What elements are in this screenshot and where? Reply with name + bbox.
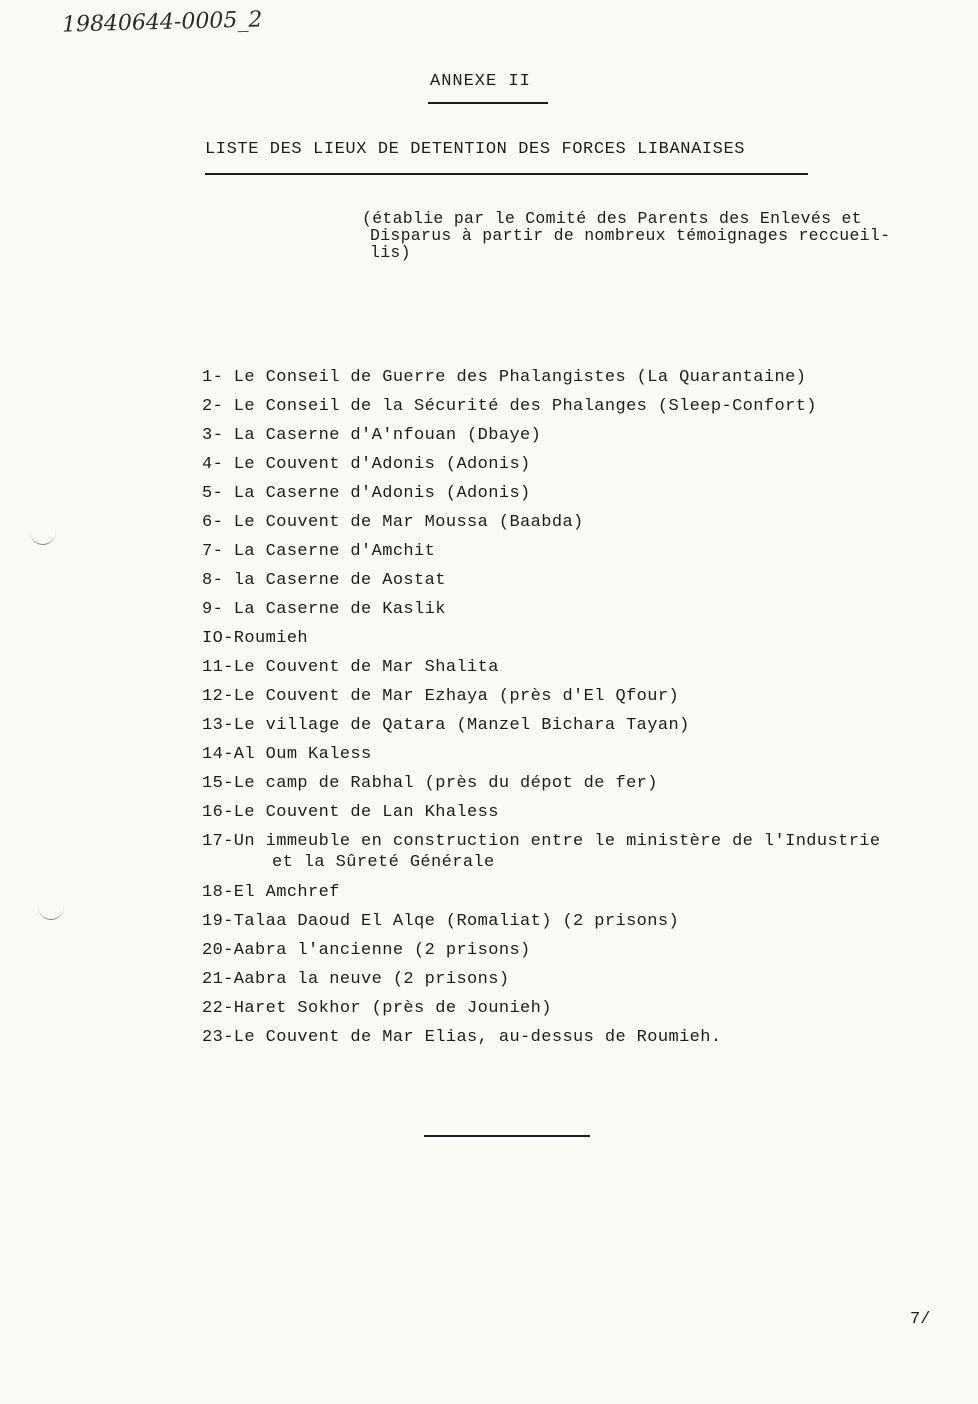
list-item: 15-Le camp de Rabhal (près du dépot de fer) — [202, 774, 658, 793]
list-item: 18-El Amchref — [202, 883, 340, 902]
subtitle-line: lis) — [370, 243, 411, 262]
list-item: IO-Roumieh — [202, 629, 309, 648]
list-item: 2- Le Conseil de la Sécurité des Phalanges (Sleep-Confort) — [202, 397, 817, 416]
list-item: 11-Le Couvent de Mar Shalita — [202, 658, 499, 677]
list-item: 6- Le Couvent de Mar Moussa (Baabda) — [202, 513, 584, 532]
list-item-line: 17-Un immeuble en construction entre le ministère de l'Industrie — [202, 832, 881, 851]
list-item: 12-Le Couvent de Mar Ezhaya (près d'El Qfour) — [202, 687, 680, 706]
list-item: 20-Aabra l'ancienne (2 prisons) — [202, 941, 531, 960]
punch-hole-mark — [38, 893, 64, 920]
list-item: 22-Haret Sokhor (près de Jounieh) — [202, 999, 552, 1018]
punch-hole-mark — [30, 518, 56, 545]
list-item: 19-Talaa Daoud El Alqe (Romaliat) (2 prisons) — [202, 912, 680, 931]
list-item: 21-Aabra la neuve (2 prisons) — [202, 970, 510, 989]
subtitle-line: (établie par le Comité des Parents des Enlevés et — [362, 209, 862, 228]
list-title: LISTE DES LIEUX DE DETENTION DES FORCES LIBANAISES — [205, 140, 746, 159]
list-item: 3- La Caserne d'A'nfouan (Dbaye) — [202, 426, 542, 445]
list-item: 16-Le Couvent de Lan Khaless — [202, 803, 499, 822]
subtitle-note — [362, 210, 952, 261]
list-item: 7- La Caserne d'Amchit — [202, 542, 436, 561]
list-item: 13-Le village de Qatara (Manzel Bichara Tayan) — [202, 716, 690, 735]
handwritten-reference: 19840644-0005_2 — [61, 7, 263, 38]
list-item: 23-Le Couvent de Mar Elias, au-dessus de Roumieh. — [202, 1028, 722, 1047]
list-item: 4- Le Couvent d'Adonis (Adonis) — [202, 455, 531, 474]
page-number: 7/ — [910, 1310, 931, 1329]
subtitle-line: Disparus à partir de nombreux témoignages reccueil- — [370, 226, 891, 245]
list-item: 8- la Caserne de Aostat — [202, 571, 446, 590]
list-item — [202, 827, 881, 878]
list-item: 1- Le Conseil de Guerre des Phalangistes (La Quarantaine) — [202, 368, 807, 387]
list-item: 14-Al Oum Kaless — [202, 745, 372, 764]
list-item: 5- La Caserne d'Adonis (Adonis) — [202, 484, 531, 503]
list-item: 9- La Caserne de Kaslik — [202, 600, 446, 619]
list-title-underline — [205, 173, 808, 175]
list-item-continuation: et la Sûreté Générale — [272, 853, 495, 872]
detention-list — [202, 363, 881, 1052]
annex-title: ANNEXE II — [430, 72, 531, 91]
annex-title-underline — [428, 102, 548, 104]
end-rule — [424, 1135, 590, 1137]
